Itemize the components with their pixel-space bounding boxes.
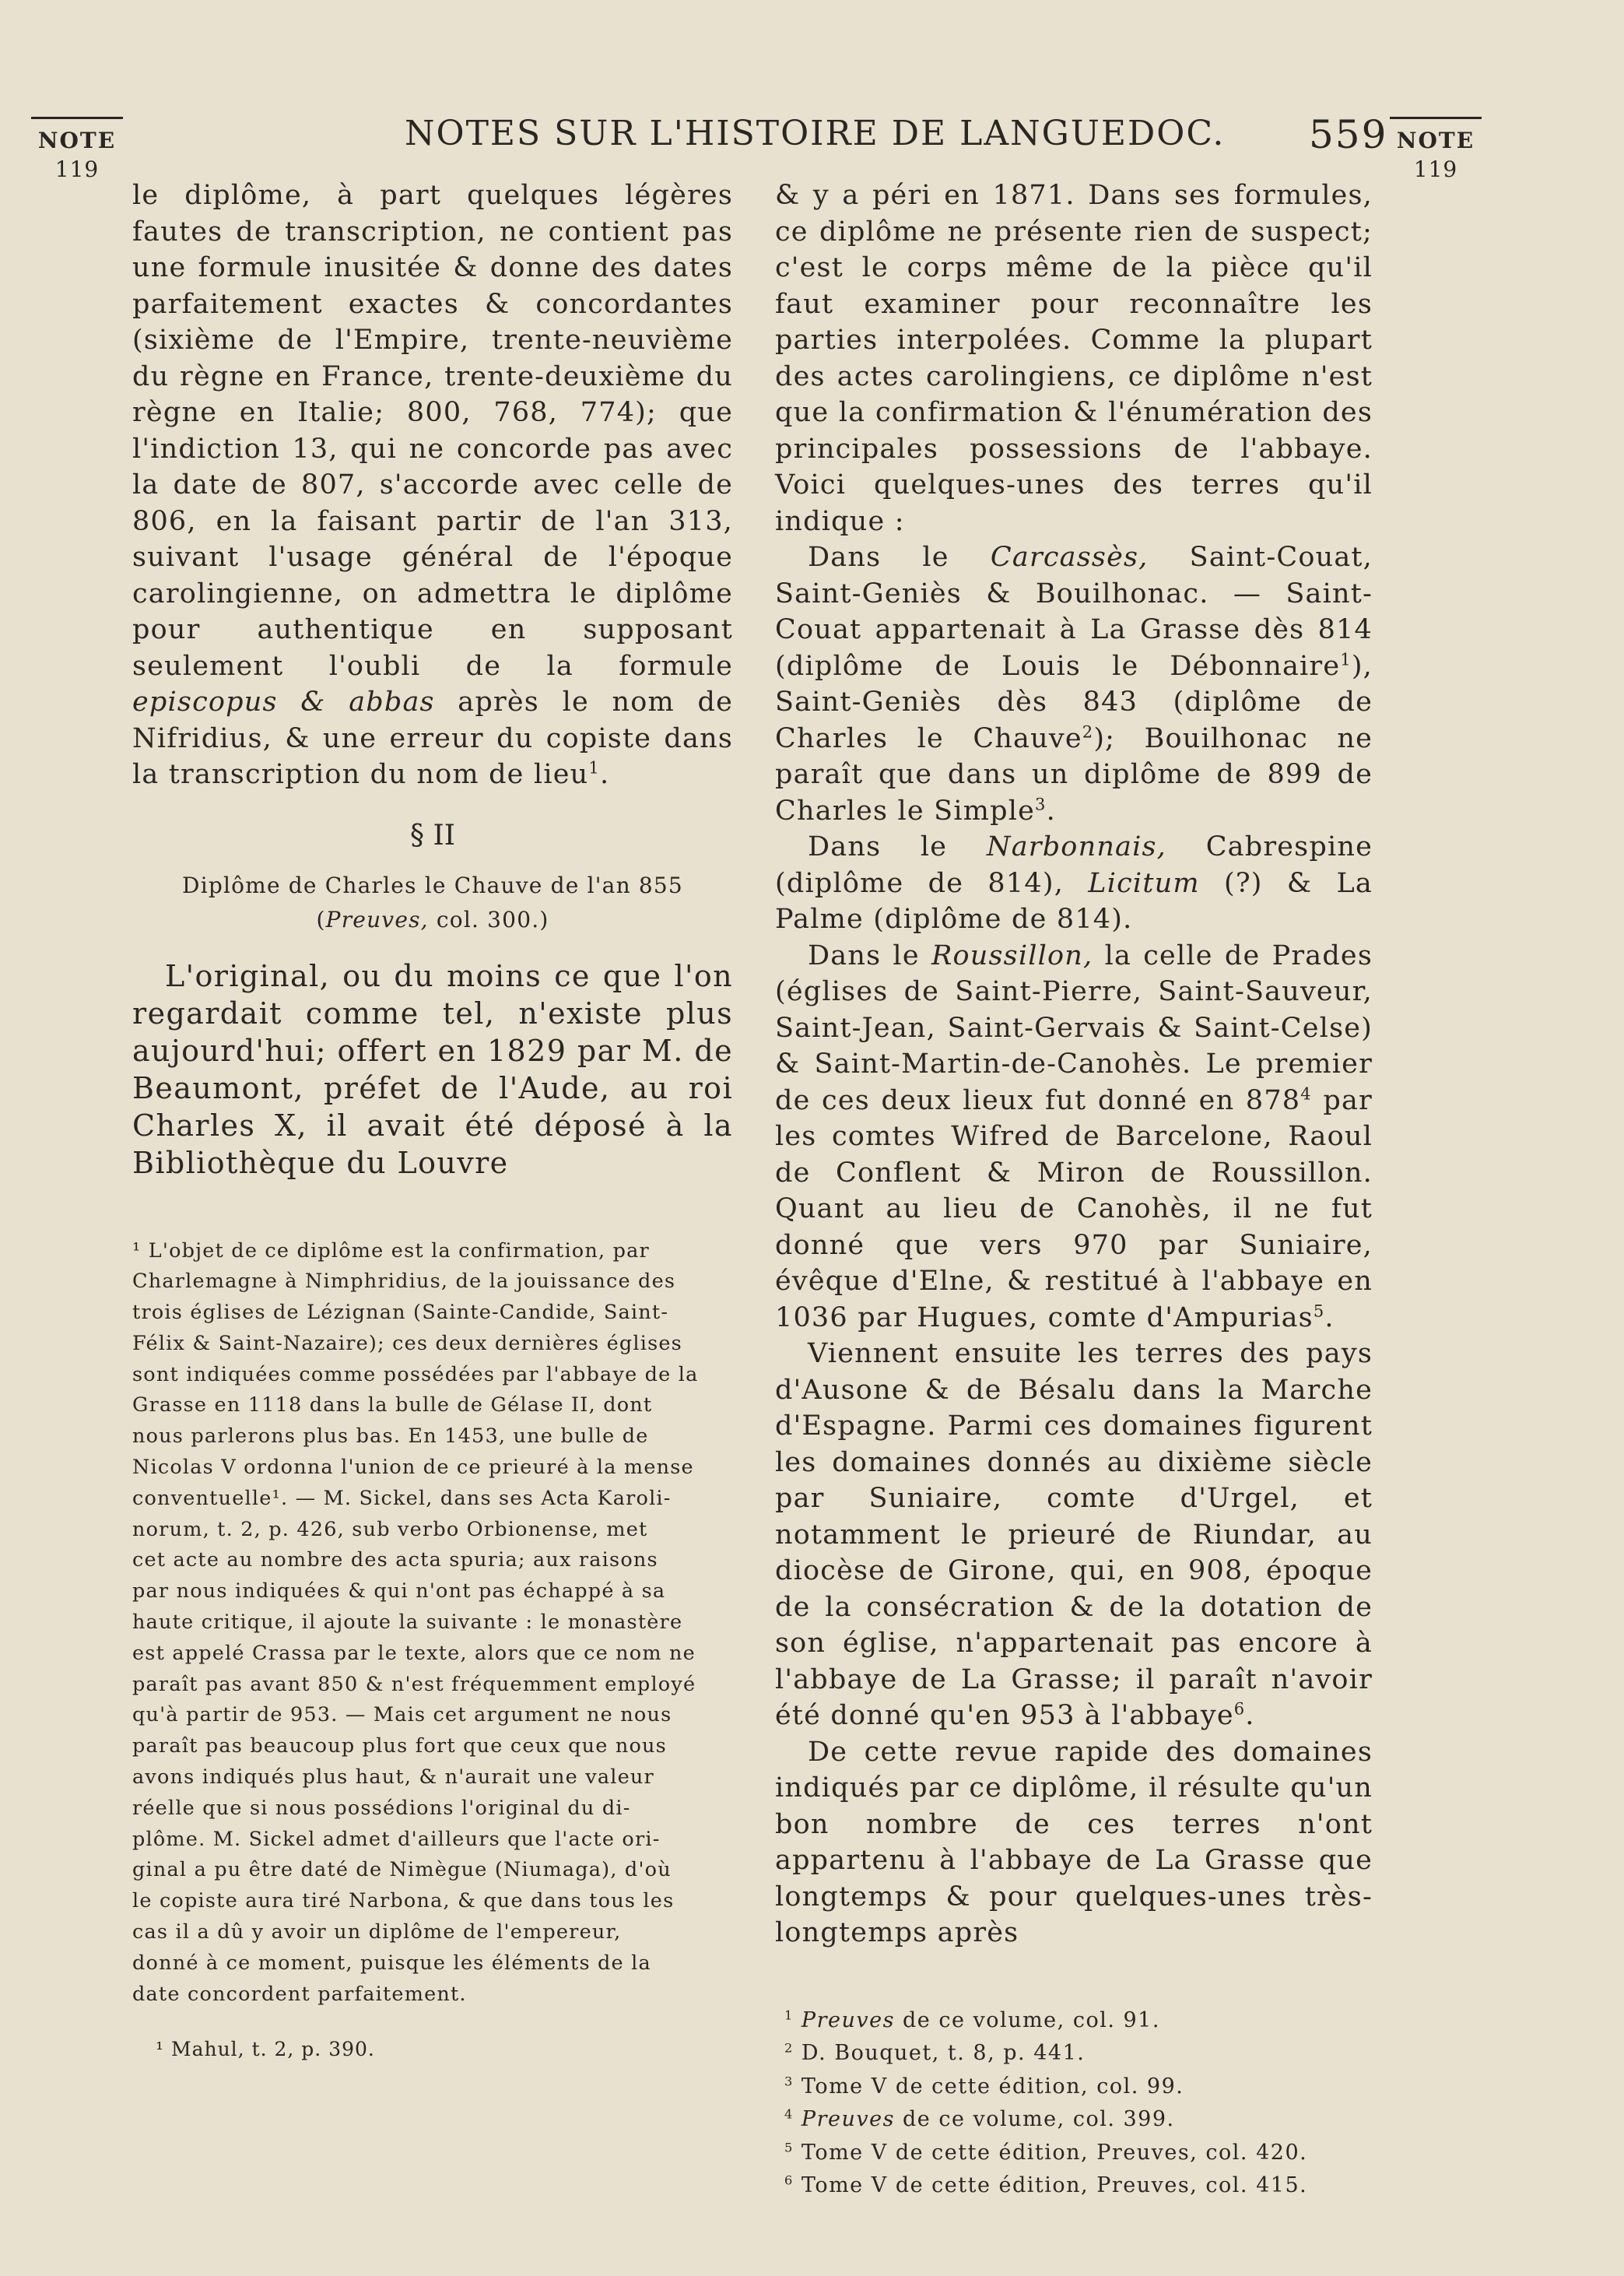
- right-footnotes: [775, 2004, 1373, 2203]
- note-ref: 1: [588, 758, 600, 778]
- footnote-line: ¹ L'objet de ce diplôme est la confirmation, par: [132, 1238, 650, 1263]
- footnote-line: paraît pas beaucoup plus fort que ceux que nous: [132, 1734, 667, 1758]
- section-source: (Preuves, col. 300.): [316, 906, 549, 933]
- footnote-line: haute critique, il ajoute la suivante : le monastère: [132, 1610, 683, 1635]
- footnote-line: avons indiqués plus haut, & n'aurait une valeur: [132, 1765, 654, 1790]
- margin-rule: [31, 117, 123, 119]
- subfootnote: ¹ Mahul, t. 2, p. 390.: [156, 2038, 375, 2061]
- left-footnotes: [132, 1236, 733, 2011]
- right-paragraph-1: & y a péri en 1871. Dans ses formules, ce diplôme ne présente rien de suspect; c'est le corps même de la pièce qu'il faut examiner pour reconnaître les parties interpolées. Comme la plupart des actes carolingiens, ce diplôme n'est que la confirmation & l'énumération des principales possessions de l'abbaye. Voici quelques-unes des terres qu'il indique :: [775, 180, 1373, 537]
- footnote-line: réelle que si nous possédions l'original du di-: [132, 1796, 631, 1820]
- right-paragraph-ausone: Viennent ensuite les terres des pays d'Ausone & de Bésalu dans la Marche d'Espagne. Parmi ces domaines figurent les domaines donnés au dixième siècle par Suniaire, comte d'Urgel, et notamment le prieuré de Riundar, au diocèse de Girone, qui, en 908, époque de la consécration & de la dotation de son église, n'appartenait pas encore à l'abbaye de La Grasse; il paraît n'avoir été donné qu'en 953 à l'abbaye$^6$.: [775, 1338, 1373, 1731]
- left-column: [132, 177, 733, 2060]
- section-mark: § II: [410, 819, 455, 852]
- footnote-line: paraît pas avant 850 & n'est fréquemment employé: [132, 1672, 696, 1696]
- page-number: 559: [1309, 112, 1388, 157]
- right-column: [775, 177, 1373, 2203]
- footnote-item: $^1$ Preuves de ce volume, col. 91.: [784, 2007, 1160, 2032]
- footnote-line: norum, t. 2, p. 426, sub verbo Orbionense, met: [132, 1517, 648, 1541]
- footnote-line: qu'à partir de 953. — Mais cet argument ne nous: [132, 1703, 672, 1727]
- footnote-item: $^3$ Tome V de cette édition, col. 99.: [784, 2073, 1184, 2099]
- margin-note-left: [31, 117, 123, 183]
- footnote-item: $^6$ Tome V de cette édition, Preuves, col. 415.: [784, 2172, 1308, 2197]
- footnote-line: Grasse en 1118 dans la bulle de Gélase II, dont: [132, 1393, 653, 1417]
- right-paragraph-narbonnais: Dans le Narbonnais, Cabrespine (diplôme de 814), Licitum (?) & La Palme (diplôme de 814).: [775, 831, 1373, 935]
- footnote-line: cas il a dû y avoir un diplôme de l'empereur,: [132, 1920, 622, 1944]
- footnote-item: $^4$ Preuves de ce volume, col. 399.: [784, 2106, 1175, 2131]
- margin-rule: [1390, 117, 1482, 119]
- footnote-line: ginal a pu être daté de Nimègue (Niumaga), d'où: [132, 1858, 672, 1882]
- running-title: NOTES SUR L'HISTOIRE DE LANGUEDOC.: [405, 114, 1226, 153]
- margin-note-word: NOTE: [1396, 128, 1475, 153]
- footnote-line: date concordent parfaitement.: [132, 1982, 467, 2006]
- footnote-line: Félix & Saint-Nazaire); ces deux dernières églises: [132, 1331, 682, 1355]
- margin-note-number: 119: [54, 156, 100, 182]
- footnote-line: par nous indiquées & qui n'ont pas échappé à sa: [132, 1579, 666, 1603]
- footnote-line: Charlemagne à Nimphridius, de la jouissance des: [132, 1270, 676, 1294]
- lead-paragraph: L'original, ou du moins ce que l'on regardait comme tel, n'existe plus aujourd'hui; offert en 1829 par M. de Beaumont, préfet de l'Aude, au roi Charles X, il avait été déposé à la Bibliothèque du Louvre: [132, 958, 733, 1180]
- right-paragraph-roussillon: Dans le Roussillon, la celle de Prades (églises de Saint-Pierre, Saint-Sauveur, Saint-Jean, Saint-Gervais & Saint-Celse) & Saint-Martin-de-Canohès. Le premier de ces deux lieux fut donné en $878^4$ par les comtes Wifred de Barcelone, Raoul de Conflent & Miron de Roussillon. Quant au lieu de Canohès, il ne fut donné que vers 970 par Suniaire, évêque d'Elne, & restitué à l'abbaye en 1036 par Hugues, comte d'Ampurias$^5$.: [775, 940, 1373, 1333]
- margin-note-right: [1390, 117, 1482, 183]
- section-title: Diplôme de Charles le Chauve de l'an 855: [182, 872, 683, 898]
- footnote-line: le copiste aura tiré Narbona, & que dans tous les: [132, 1889, 675, 1913]
- right-paragraph-conclusion: De cette revue rapide des domaines indiqués par ce diplôme, il résulte qu'un bon nombre de ces terres n'ont appartenu à l'abbaye de La Grasse que longtemps & pour quelques-unes très-longtemps après: [775, 1736, 1373, 1948]
- footnote-line: plôme. M. Sickel admet d'ailleurs que l'acte ori-: [132, 1827, 661, 1851]
- latin-formula: episcopus & abbas: [132, 687, 435, 718]
- footnote-line: est appelé Crassa par le texte, alors que ce nom ne: [132, 1641, 696, 1665]
- section-caption: [132, 869, 733, 937]
- footnote-line: conventuelle¹. — M. Sickel, dans ses Acta Karoli-: [132, 1486, 672, 1510]
- footnote-line: nous parlerons plus bas. En 1453, une bulle de: [132, 1424, 649, 1449]
- footnote-item: $^5$ Tome V de cette édition, Preuves, col. 420.: [784, 2139, 1308, 2165]
- margin-note-number: 119: [1413, 156, 1458, 182]
- right-paragraph-carcasses: Dans le Carcassès, Saint-Couat, Saint-Geniès & Bouilhonac. — Saint-Couat appartenait à La Grasse dès 814 (diplôme de Louis le Débonnaire$^1$), Saint-Geniès dès 843 (diplôme de Charles le Chauve$^2$); Bouilhonac ne paraît que dans un diplôme de 899 de Charles le Simple$^3$.: [775, 542, 1373, 827]
- footnote-line: Nicolas V ordonna l'union de ce prieuré à la mense: [132, 1456, 694, 1480]
- footnote-line: trois églises de Lézignan (Sainte-Candide, Saint-: [132, 1301, 669, 1325]
- footnote-line: cet acte au nombre des acta spuria; aux raisons: [132, 1548, 658, 1572]
- footnote-line: sont indiquées comme possédées par l'abbaye de la: [132, 1362, 699, 1386]
- margin-note-word: NOTE: [37, 128, 117, 153]
- continuation-paragraph: le diplôme, à part quelques légères fautes de transcription, ne contient pas une formule inusitée & donne des dates parfaitement exactes & concordantes (sixième de l'Empire, trente-neuvième du règne en France, trente-deuxième du règne en Italie; 800, 768, 774); que l'indiction 13, qui ne concorde pas avec la date de 807, s'accorde avec celle de 806, en la faisant partir de l'an 313, suivant l'usage général de l'époque carolingienne, on admettra le diplôme pour authentique en supposant seulement l'oubli de la formule episcopus & abbas après le nom de Nifridius, & une erreur du copiste dans la transcription du nom de lieu$^1$.: [132, 180, 733, 790]
- footnote-line: donné à ce moment, puisque les éléments de la: [132, 1951, 651, 1975]
- footnote-item: $^2$ D. Bouquet, t. 8, p. 441.: [784, 2040, 1086, 2065]
